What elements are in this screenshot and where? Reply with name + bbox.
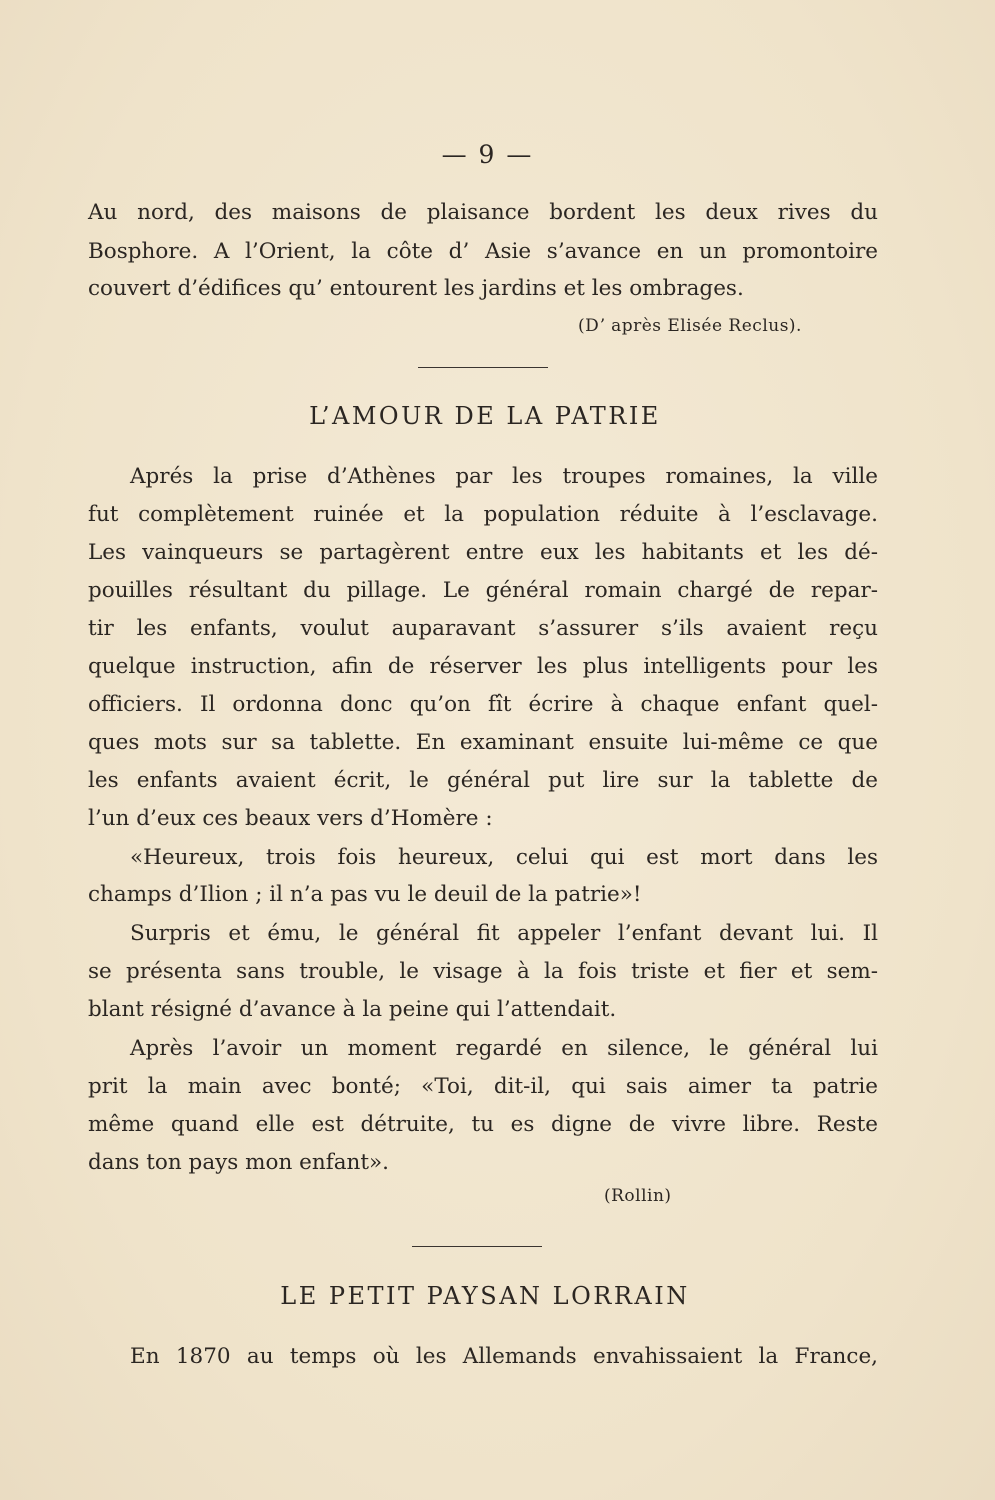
text-line: prit la main avec bonté; «Toi, dit-il, qui sais aimer ta patrie (88, 1074, 878, 1099)
text-line: se présenta sans trouble, le visage à la fois triste et fier et sem- (88, 959, 878, 984)
text-line: Aprés la prise d’Athènes par les troupes romaines, la ville (130, 464, 878, 489)
text-line: Surpris et ému, le général fit appeler l’enfant devant lui. Il (130, 921, 878, 946)
text-line: ques mots sur sa tablette. En examinant ensuite lui-même ce que (88, 730, 878, 755)
text-line: Bosphore. A l’Orient, la côte d’ Asie s’avance en un promontoire (88, 239, 878, 264)
page-number: — 9 — (441, 140, 534, 169)
text-line: couvert d’édifices qu’ entourent les jardins et les ombrages. (88, 276, 744, 301)
text-line: officiers. Il ordonna donc qu’on fît écrire à chaque enfant quel- (88, 692, 878, 717)
text-line: En 1870 au temps où les Allemands envahissaient la France, (130, 1344, 878, 1369)
text-line: pouilles résultant du pillage. Le général romain chargé de repar- (88, 578, 878, 603)
source-citation: (Dʼ après Elisée Reclus). (578, 316, 802, 336)
text-line: dans ton pays mon enfant». (88, 1150, 389, 1175)
text-line: même quand elle est détruite, tu es digne de vivre libre. Reste (88, 1112, 878, 1137)
section-divider (418, 367, 548, 368)
text-line: Après l’avoir un moment regardé en silence, le général lui (130, 1036, 878, 1061)
text-line: champs d’Ilion ; il n’a pas vu le deuil de la patrie»! (88, 882, 642, 907)
section-title: L’AMOUR DE LA PATRIE (309, 402, 661, 430)
text-line: «Heureux, trois fois heureux, celui qui est mort dans les (130, 845, 878, 870)
text-line: Au nord, des maisons de plaisance bordent les deux rives du (88, 200, 878, 225)
source-citation: (Rollin) (604, 1186, 672, 1206)
section-divider (412, 1246, 542, 1247)
text-line: tir les enfants, voulut auparavant s’assurer s’ils avaient reçu (88, 616, 878, 641)
text-line: l’un d’eux ces beaux vers d’Homère : (88, 806, 493, 831)
text-line: quelque instruction, afin de réserver les plus intelligents pour les (88, 654, 878, 679)
section-title: LE PETIT PAYSAN LORRAIN (280, 1282, 690, 1310)
text-line: les enfants avaient écrit, le général put lire sur la tablette de (88, 768, 878, 793)
text-line: blant résigné d’avance à la peine qui l’attendait. (88, 997, 617, 1022)
text-line: fut complètement ruinée et la population réduite à l’esclavage. (88, 502, 878, 527)
text-line: Les vainqueurs se partagèrent entre eux les habitants et les dé- (88, 540, 878, 565)
